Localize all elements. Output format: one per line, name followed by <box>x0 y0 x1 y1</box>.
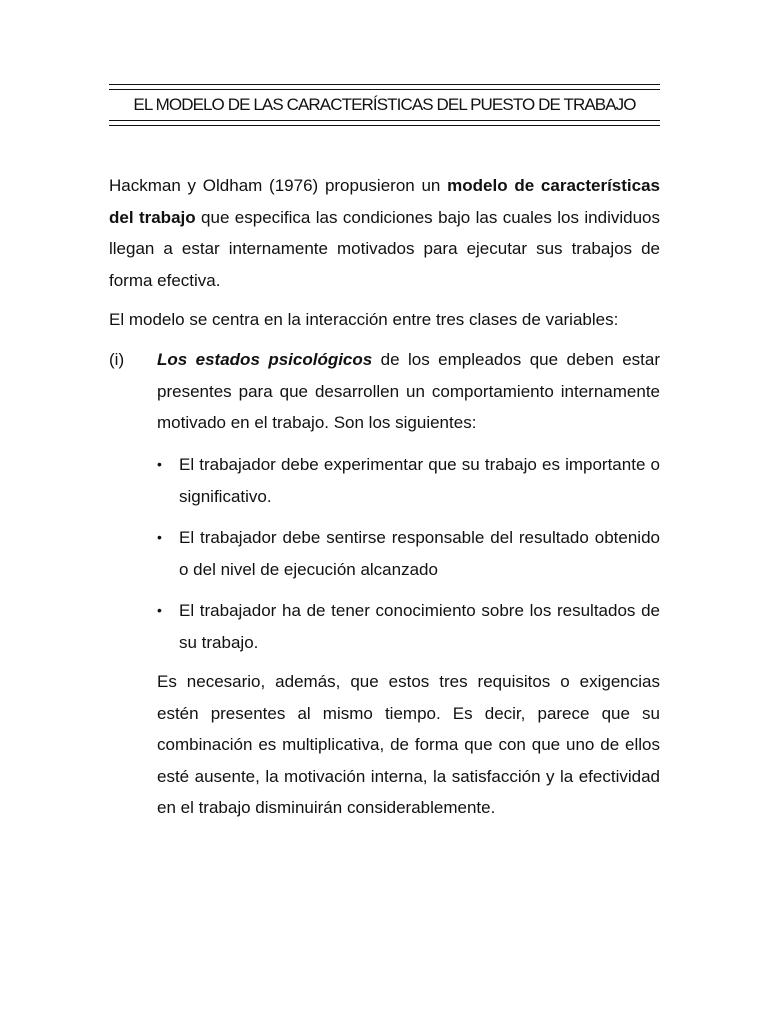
list-item-text: El trabajador debe experimentar que su trabajo es importante o significativo. <box>179 455 660 506</box>
closing-paragraph: Es necesario, además, que estos tres requisitos o exigencias estén presentes al mismo tiempo. Es decir, parece que su combinación es multiplicativa, de forma que con que uno de ellos esté ausente, la motivación interna, la satisfacción y la efectividad en el trabajo disminuirán considerablemente. <box>157 672 660 817</box>
list-item <box>157 522 660 585</box>
item-i-text: de los empleados que deben estar presentes para que desarrollen un comportamiento internamente motivado en el trabajo. Son los siguientes: <box>157 350 661 432</box>
title-rule-bottom-inner <box>109 120 660 121</box>
bullet-icon: • <box>157 456 162 472</box>
list-item-text: El trabajador debe sentirse responsable del resultado obtenido o del nivel de ejecución alcanzado <box>179 528 660 579</box>
list-item <box>157 449 660 512</box>
variables-paragraph: El modelo se centra en la interacción entre tres clases de variables: <box>109 310 619 329</box>
document-title: EL MODELO DE LAS CARACTERÍSTICAS DEL PUESTO DE TRABAJO <box>133 95 636 114</box>
title-rule-bottom-outer <box>109 125 660 126</box>
bullet-icon: • <box>157 529 162 545</box>
list-item-text: El trabajador ha de tener conocimiento sobre los resultados de su trabajo. <box>179 601 660 652</box>
intro-paragraph <box>109 170 660 296</box>
intro-text-start: Hackman y Oldham (1976) propusieron un <box>109 176 448 195</box>
bullet-icon: • <box>157 602 162 618</box>
item-i-paragraph <box>157 344 660 439</box>
title-block <box>109 84 660 126</box>
list-item <box>157 595 660 658</box>
item-i-heading: Los estados psicológicos <box>157 350 373 369</box>
intro-bold-term: modelo de características del trabajo <box>109 176 661 227</box>
title-rule-top-outer <box>109 84 660 85</box>
item-marker: (i) <box>109 350 125 369</box>
title-rule-top-inner <box>109 89 660 90</box>
intro-text-end: que especifica las condiciones bajo las cuales los individuos llegan a estar internamente motivados para ejecutar sus trabajos de forma efectiva. <box>109 207 661 290</box>
requirements-list <box>157 449 660 668</box>
